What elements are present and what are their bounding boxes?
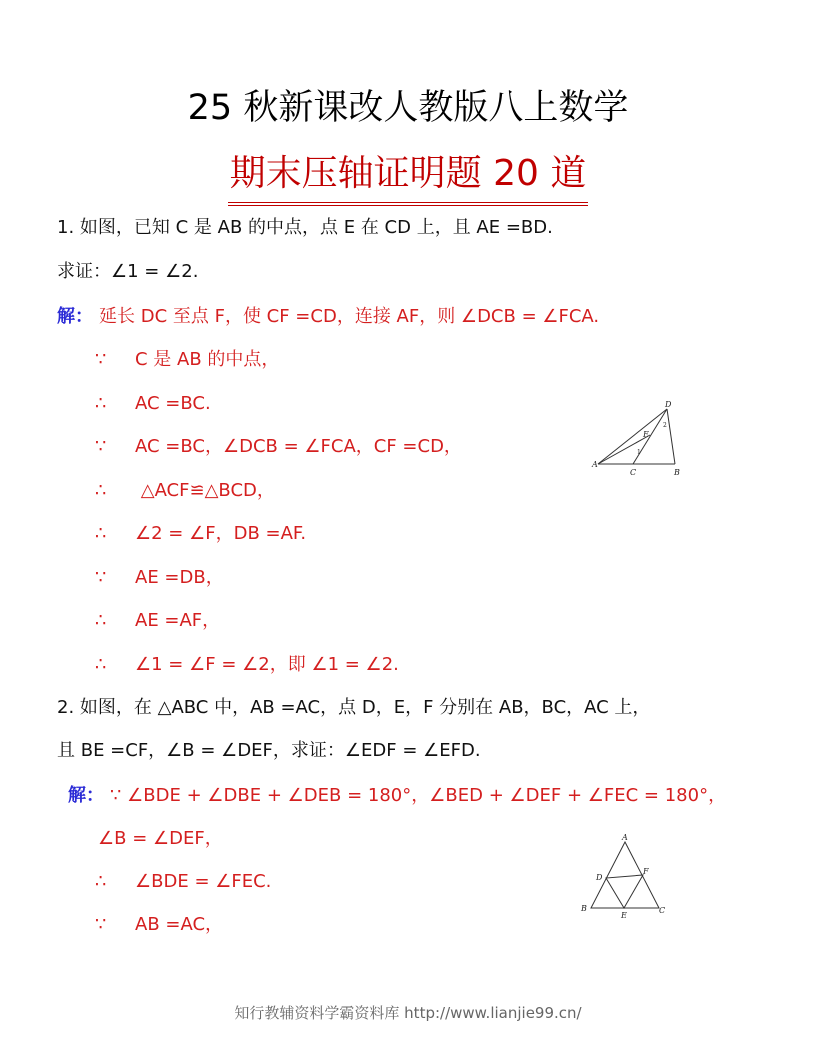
p2-step-1 (95, 869, 271, 895)
label-a: A (592, 460, 598, 469)
problem-2-solution-intro (68, 783, 726, 809)
label-c: C (630, 468, 637, 477)
step-text: AC =BC，∠DCB = ∠FCA，CF =CD， (135, 436, 462, 457)
label-d: D (665, 400, 672, 409)
because-symbol: ∵ (95, 567, 107, 588)
step-text: ∠2 = ∠F，DB =AF. (135, 523, 307, 544)
problem-2-figure (575, 832, 671, 922)
label-f: F (643, 867, 649, 876)
problem-1-figure (588, 398, 688, 482)
problem-1-statement: 1. 如图，已知 C 是 AB 的中点，点 E 在 CD 上，且 AE =BD. (57, 217, 553, 238)
step-text: C 是 AB 的中点， (135, 349, 280, 370)
solution-first-line: ∵ ∠BDE + ∠DBE + ∠DEB = 180°，∠BED + ∠DEF + ∠FEC = 180°， (110, 785, 727, 806)
problem-2-statement-2: 且 BE =CF，∠B = ∠DEF，求证：∠EDF = ∠EFD. (57, 740, 481, 761)
problem-2-statement-1: 2. 如图，在 △ABC 中，AB =AC，点 D，E，F 分别在 AB，BC，AC 上， (57, 697, 651, 718)
page-subtitle-text: 期末压轴证明题 20 道 (228, 148, 589, 206)
label-b: B (674, 468, 680, 477)
label-e: E (621, 911, 627, 920)
step-text: ∠1 = ∠F = ∠2，即 ∠1 = ∠2. (135, 654, 399, 675)
therefore-symbol: ∴ (95, 654, 107, 675)
segment-db (667, 409, 675, 464)
step-text: AB =AC， (135, 914, 224, 935)
page-title: 25 秋新课改人教版八上数学 (187, 88, 629, 128)
page-subtitle (0, 148, 816, 206)
label-angle-1: 1 (637, 449, 641, 456)
label-b: B (581, 904, 587, 913)
therefore-symbol: ∴ (95, 610, 107, 631)
step-text: △ACF≌△BCD， (135, 480, 275, 501)
p1-step-6 (95, 565, 224, 591)
because-symbol: ∵ (95, 436, 107, 457)
p1-step-5 (95, 521, 306, 547)
solution-label: 解： (68, 785, 104, 806)
because-symbol: ∵ (95, 349, 107, 370)
p1-step-4 (95, 478, 275, 504)
label-d: D (596, 873, 603, 882)
step-text: AC =BC. (135, 393, 211, 414)
label-a: A (622, 833, 628, 842)
problem-1-prove: 求证：∠1 = ∠2. (57, 261, 199, 282)
step-text: ∠BDE = ∠FEC. (135, 871, 272, 892)
footer-watermark: 知行教辅资料学霸资料库 http://www.lianjie99.cn/ (234, 1004, 582, 1022)
p1-step-1 (95, 347, 279, 373)
problem-1-solution-intro (57, 304, 599, 330)
therefore-symbol: ∴ (95, 480, 107, 501)
p2-continuation: ∠B = ∠DEF， (98, 828, 223, 849)
triangle-def (606, 875, 643, 908)
step-text: AE =AF， (135, 610, 221, 631)
segment-ad (598, 409, 667, 464)
therefore-symbol: ∴ (95, 523, 107, 544)
solution-label: 解： (57, 306, 93, 327)
p1-step-7 (95, 608, 220, 634)
because-symbol: ∵ (95, 914, 107, 935)
label-angle-2: 2 (663, 422, 667, 429)
therefore-symbol: ∴ (95, 871, 107, 892)
p1-step-8 (95, 652, 399, 678)
step-text: AE =DB， (135, 567, 224, 588)
label-c: C (659, 906, 666, 915)
label-e: E (643, 430, 649, 439)
p2-step-2 (95, 912, 223, 938)
solution-first-line: 延长 DC 至点 F，使 CF =CD，连接 AF，则 ∠DCB = ∠FCA. (99, 306, 600, 327)
p1-step-2 (95, 391, 211, 417)
therefore-symbol: ∴ (95, 393, 107, 414)
p1-step-3 (95, 434, 462, 460)
